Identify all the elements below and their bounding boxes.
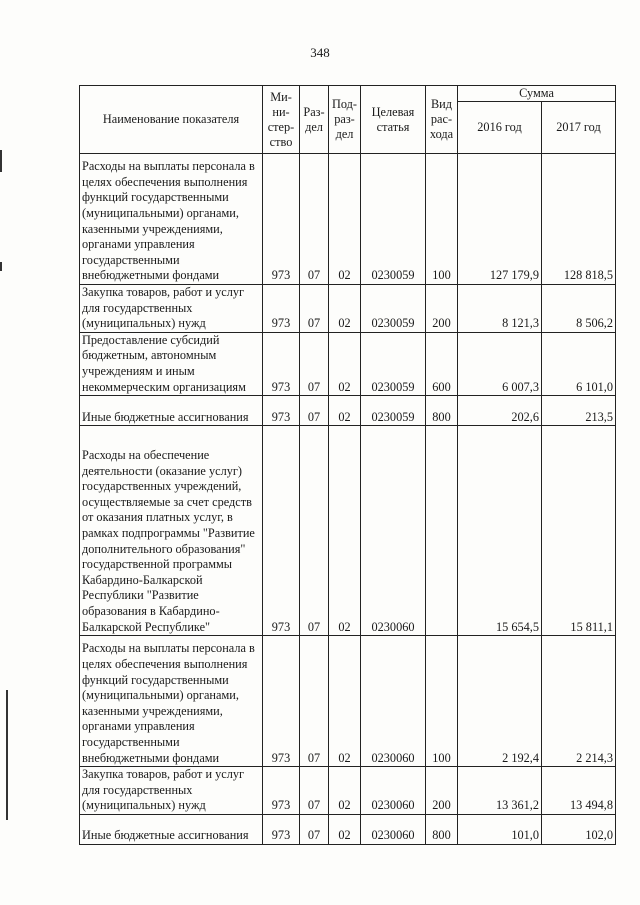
row-name: Расходы на выплаты персонала в целях обеспечения выполнения функций государственными (муниципальными) органами, казенными учреждениями, органами управления государственными внебюджетными фондами xyxy=(80,636,263,767)
row-expense-type: 600 xyxy=(426,332,458,395)
row-sum-2016: 202,6 xyxy=(458,396,542,426)
row-subsection: 02 xyxy=(329,636,361,767)
row-sum-2017: 102,0 xyxy=(542,814,616,844)
row-ministry: 973 xyxy=(263,767,300,815)
row-target: 0230060 xyxy=(361,814,426,844)
row-sum-2016: 13 361,2 xyxy=(458,767,542,815)
row-target: 0230059 xyxy=(361,285,426,333)
row-section: 07 xyxy=(300,636,329,767)
row-section: 07 xyxy=(300,332,329,395)
scan-edge-mark xyxy=(0,150,2,172)
table-row xyxy=(80,636,616,767)
row-sum-2017: 2 214,3 xyxy=(542,636,616,767)
row-subsection: 02 xyxy=(329,767,361,815)
header-year-2017: 2017 год xyxy=(542,102,616,154)
row-sum-2016: 2 192,4 xyxy=(458,636,542,767)
table-row xyxy=(80,154,616,285)
row-name: Расходы на обеспечение деятельности (оказание услуг) государственных учреждений, осуществляемые за счет средств от оказания платных услуг, в рамках подпрограммы "Развитие дополнительного образования" государственной программы Кабардино-Балкарской Республики "Развитие образования в Кабардино-Балкарской Республике" xyxy=(80,426,263,636)
table-row xyxy=(80,814,616,844)
budget-table xyxy=(79,85,616,845)
row-expense-type: 200 xyxy=(426,767,458,815)
row-name: Иные бюджетные ассигнования xyxy=(80,814,263,844)
header-name: Наименование показателя xyxy=(80,86,263,154)
table-row xyxy=(80,426,616,636)
row-subsection: 02 xyxy=(329,332,361,395)
table-row xyxy=(80,285,616,333)
row-name: Предоставление субсидий бюджетным, автономным учреждениям и иным некоммерческим организациям xyxy=(80,332,263,395)
row-section: 07 xyxy=(300,154,329,285)
row-sum-2016: 15 654,5 xyxy=(458,426,542,636)
row-section: 07 xyxy=(300,285,329,333)
row-sum-2017: 6 101,0 xyxy=(542,332,616,395)
row-ministry: 973 xyxy=(263,154,300,285)
row-ministry: 973 xyxy=(263,636,300,767)
row-expense-type xyxy=(426,426,458,636)
row-target: 0230059 xyxy=(361,154,426,285)
row-subsection: 02 xyxy=(329,396,361,426)
row-name: Закупка товаров, работ и услуг для государственных (муниципальных) нужд xyxy=(80,285,263,333)
row-sum-2016: 127 179,9 xyxy=(458,154,542,285)
header-ministry: Ми- ни- стер- ство xyxy=(263,86,300,154)
table-row xyxy=(80,396,616,426)
row-sum-2016: 8 121,3 xyxy=(458,285,542,333)
row-ministry: 973 xyxy=(263,332,300,395)
row-target: 0230060 xyxy=(361,767,426,815)
table-row xyxy=(80,767,616,815)
table-body xyxy=(80,154,616,845)
row-target: 0230059 xyxy=(361,332,426,395)
row-expense-type: 200 xyxy=(426,285,458,333)
row-sum-2017: 15 811,1 xyxy=(542,426,616,636)
row-subsection: 02 xyxy=(329,814,361,844)
row-target: 0230060 xyxy=(361,636,426,767)
row-ministry: 973 xyxy=(263,396,300,426)
row-sum-2016: 6 007,3 xyxy=(458,332,542,395)
row-section: 07 xyxy=(300,426,329,636)
row-subsection: 02 xyxy=(329,426,361,636)
row-section: 07 xyxy=(300,396,329,426)
header-year-2016: 2016 год xyxy=(458,102,542,154)
row-ministry: 973 xyxy=(263,426,300,636)
row-expense-type: 100 xyxy=(426,154,458,285)
row-name: Расходы на выплаты персонала в целях обеспечения выполнения функций государственными (муниципальными) органами, казенными учреждениями, органами управления государственными внебюджетными фондами xyxy=(80,154,263,285)
header-section: Раз- дел xyxy=(300,86,329,154)
row-subsection: 02 xyxy=(329,285,361,333)
page-number: 348 xyxy=(310,45,330,60)
row-sum-2017: 128 818,5 xyxy=(542,154,616,285)
row-ministry: 973 xyxy=(263,285,300,333)
row-name: Закупка товаров, работ и услуг для государственных (муниципальных) нужд xyxy=(80,767,263,815)
scan-edge-mark xyxy=(0,262,2,271)
row-target: 0230060 xyxy=(361,426,426,636)
row-subsection: 02 xyxy=(329,154,361,285)
header-target: Целевая статья xyxy=(361,86,426,154)
row-sum-2016: 101,0 xyxy=(458,814,542,844)
row-sum-2017: 13 494,8 xyxy=(542,767,616,815)
row-expense-type: 800 xyxy=(426,396,458,426)
row-sum-2017: 8 506,2 xyxy=(542,285,616,333)
row-expense-type: 100 xyxy=(426,636,458,767)
table-row xyxy=(80,332,616,395)
row-section: 07 xyxy=(300,767,329,815)
scan-edge-mark xyxy=(6,690,8,820)
row-target: 0230059 xyxy=(361,396,426,426)
header-subsection: Под- раз- дел xyxy=(329,86,361,154)
header-sum: Сумма xyxy=(458,86,616,102)
row-section: 07 xyxy=(300,814,329,844)
row-name: Иные бюджетные ассигнования xyxy=(80,396,263,426)
row-sum-2017: 213,5 xyxy=(542,396,616,426)
row-expense-type: 800 xyxy=(426,814,458,844)
row-ministry: 973 xyxy=(263,814,300,844)
header-expense-type: Вид рас- хода xyxy=(426,86,458,154)
